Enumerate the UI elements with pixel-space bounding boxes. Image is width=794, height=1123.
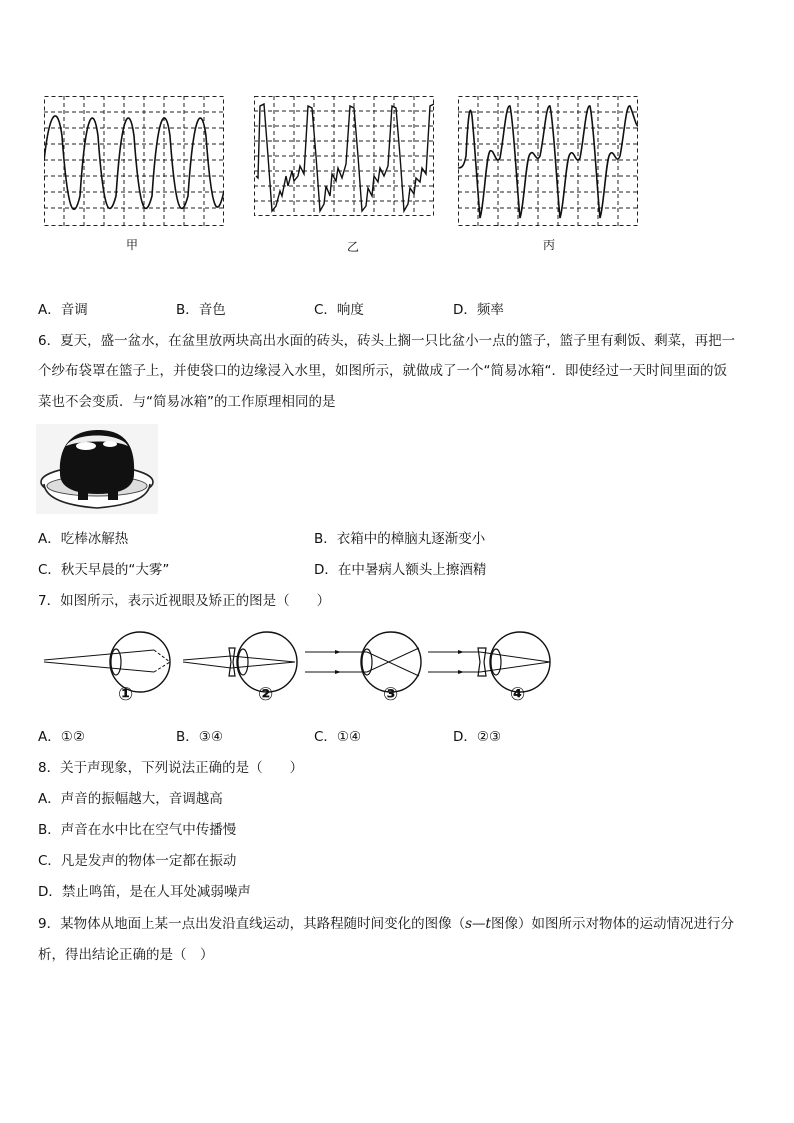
- q6-option-c[interactable]: C．秋天早晨的“大雾”: [38, 562, 170, 578]
- waveform-caption-jia: 甲: [126, 238, 139, 252]
- eye-diagram-3: [305, 626, 425, 710]
- q9-stem-part2: 图像）如图所示对物体的运动情况进行分: [490, 916, 734, 932]
- waveform-jia: [44, 96, 224, 226]
- waveform-caption-yi: 乙: [347, 240, 360, 254]
- eye-label-3: ③: [383, 684, 399, 705]
- eye-diagram-4: [428, 626, 552, 710]
- simple-fridge-figure: [36, 424, 158, 514]
- eye-label-2: ②: [258, 684, 274, 705]
- eye-diagram-2: [183, 626, 303, 710]
- q6-stem-line3: 菜也不会变质．与“简易冰箱”的工作原理相同的是: [38, 394, 336, 410]
- q5-option-b[interactable]: B．音色: [176, 302, 226, 318]
- q7-option-d[interactable]: D．②③: [453, 729, 502, 745]
- eye-label-1: ①: [118, 684, 134, 705]
- q7-option-a[interactable]: A．①②: [38, 729, 85, 745]
- q5-option-c[interactable]: C．响度: [314, 302, 364, 318]
- q7-option-c[interactable]: C．①④: [314, 729, 362, 745]
- waveform-bing: [458, 96, 638, 226]
- q9-stem-line2: 析，得出结论正确的是（ ）: [38, 947, 214, 963]
- eye-label-4: ④: [510, 684, 526, 705]
- waveform-caption-bing: 丙: [543, 238, 556, 252]
- q6-stem-line1: 6．夏天，盛一盆水，在盆里放两块高出水面的砖头，砖头上搁一只比盆小一点的篮子，篮子里有剩饭、剩菜，再把一: [38, 333, 736, 349]
- q8-option-d[interactable]: D．禁止鸣笛，是在人耳处减弱噪声: [38, 884, 251, 900]
- q8-option-c[interactable]: C．凡是发声的物体一定都在振动: [38, 853, 237, 869]
- q6-option-a[interactable]: A．吃棒冰解热: [38, 531, 129, 547]
- q9-stem-line1: [38, 916, 734, 932]
- q9-stem-part1: 9．某物体从地面上某一点出发沿直线运动，其路程随时间变化的图像（: [38, 916, 466, 932]
- q6-option-b[interactable]: B．衣箱中的樟脑丸逐渐变小: [314, 531, 486, 547]
- waveform-yi: [254, 96, 434, 216]
- q7-stem: 7．如图所示，表示近视眼及矫正的图是（ ）: [38, 593, 331, 609]
- q8-stem: 8．关于声现象，下列说法正确的是（ ）: [38, 760, 304, 776]
- q7-option-b[interactable]: B．③④: [176, 729, 223, 745]
- q5-option-d[interactable]: D．频率: [453, 302, 504, 318]
- q5-option-a[interactable]: A．音调: [38, 302, 88, 318]
- q8-option-a[interactable]: A．声音的振幅越大，音调越高: [38, 791, 223, 807]
- q8-option-b[interactable]: B．声音在水中比在空气中传播慢: [38, 822, 237, 838]
- eye-diagram-1: [44, 626, 174, 710]
- q9-stem-variable: s—t: [465, 916, 491, 932]
- q6-stem-line2: 个纱布袋罩在篮子上，并使袋口的边缘浸入水里，如图所示，就做成了一个“简易冰箱“．即使经过一天时间里面的饭: [38, 363, 727, 379]
- q6-option-d[interactable]: D．在中暑病人额头上擦酒精: [314, 562, 487, 578]
